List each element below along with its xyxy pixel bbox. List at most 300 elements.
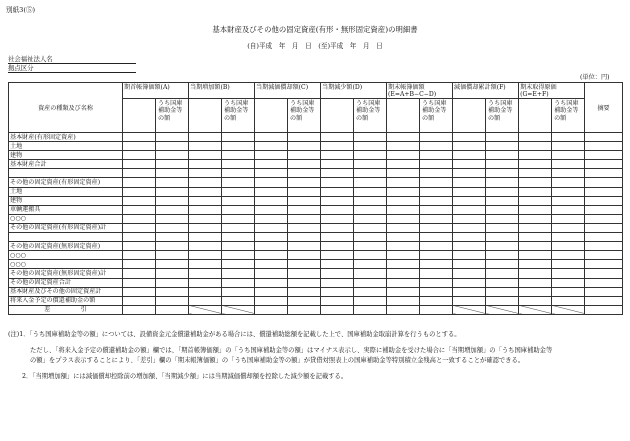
amount-cell[interactable] xyxy=(453,278,486,287)
amount-cell[interactable] xyxy=(354,223,387,232)
amount-cell[interactable] xyxy=(156,187,189,196)
amount-cell[interactable] xyxy=(255,151,288,160)
amount-cell[interactable] xyxy=(123,269,156,278)
amount-cell[interactable] xyxy=(585,169,623,178)
amount-cell[interactable] xyxy=(585,214,623,223)
amount-cell[interactable] xyxy=(321,214,354,223)
amount-cell[interactable] xyxy=(420,196,453,205)
amount-cell[interactable] xyxy=(123,133,156,142)
amount-cell[interactable] xyxy=(453,260,486,269)
amount-cell[interactable] xyxy=(519,142,552,151)
amount-cell[interactable] xyxy=(123,169,156,178)
amount-cell[interactable] xyxy=(321,142,354,151)
amount-cell[interactable] xyxy=(189,133,222,142)
amount-cell[interactable] xyxy=(189,196,222,205)
amount-cell[interactable] xyxy=(123,260,156,269)
amount-cell[interactable] xyxy=(123,233,156,242)
amount-cell[interactable] xyxy=(486,223,519,232)
amount-cell[interactable] xyxy=(354,260,387,269)
amount-cell[interactable] xyxy=(387,260,420,269)
amount-cell[interactable] xyxy=(321,196,354,205)
amount-cell[interactable] xyxy=(387,196,420,205)
amount-cell[interactable] xyxy=(156,296,189,305)
amount-cell[interactable] xyxy=(222,260,255,269)
amount-cell[interactable] xyxy=(420,214,453,223)
amount-cell[interactable] xyxy=(288,178,321,187)
amount-cell[interactable] xyxy=(420,151,453,160)
amount-cell[interactable] xyxy=(585,205,623,214)
amount-cell[interactable] xyxy=(222,296,255,305)
amount-cell[interactable] xyxy=(486,260,519,269)
amount-cell[interactable] xyxy=(387,278,420,287)
amount-cell[interactable] xyxy=(552,251,585,260)
amount-cell[interactable] xyxy=(552,296,585,305)
amount-cell[interactable] xyxy=(255,305,288,314)
amount-cell[interactable] xyxy=(354,233,387,242)
amount-cell[interactable] xyxy=(519,260,552,269)
amount-cell[interactable] xyxy=(156,223,189,232)
amount-cell[interactable] xyxy=(420,187,453,196)
amount-cell[interactable] xyxy=(486,196,519,205)
amount-cell[interactable] xyxy=(519,242,552,251)
amount-cell[interactable] xyxy=(552,287,585,296)
amount-cell[interactable] xyxy=(255,278,288,287)
amount-cell[interactable] xyxy=(255,233,288,242)
amount-cell[interactable] xyxy=(321,305,354,314)
amount-cell[interactable] xyxy=(255,296,288,305)
amount-cell[interactable] xyxy=(486,305,519,314)
amount-cell[interactable] xyxy=(354,142,387,151)
amount-cell[interactable] xyxy=(288,133,321,142)
amount-cell[interactable] xyxy=(354,214,387,223)
amount-cell[interactable] xyxy=(453,242,486,251)
amount-cell[interactable] xyxy=(255,169,288,178)
amount-cell[interactable] xyxy=(387,269,420,278)
amount-cell[interactable] xyxy=(354,160,387,169)
amount-cell[interactable] xyxy=(288,223,321,232)
amount-cell[interactable] xyxy=(321,296,354,305)
amount-cell[interactable] xyxy=(255,133,288,142)
amount-cell[interactable] xyxy=(585,187,623,196)
amount-cell[interactable] xyxy=(387,251,420,260)
amount-cell[interactable] xyxy=(222,305,255,314)
amount-cell[interactable] xyxy=(453,305,486,314)
amount-cell[interactable] xyxy=(585,196,623,205)
amount-cell[interactable] xyxy=(321,278,354,287)
amount-cell[interactable] xyxy=(123,214,156,223)
amount-cell[interactable] xyxy=(387,160,420,169)
amount-cell[interactable] xyxy=(255,260,288,269)
amount-cell[interactable] xyxy=(156,242,189,251)
amount-cell[interactable] xyxy=(552,233,585,242)
amount-cell[interactable] xyxy=(156,205,189,214)
amount-cell[interactable] xyxy=(156,269,189,278)
amount-cell[interactable] xyxy=(189,160,222,169)
amount-cell[interactable] xyxy=(255,223,288,232)
amount-cell[interactable] xyxy=(321,233,354,242)
amount-cell[interactable] xyxy=(189,269,222,278)
amount-cell[interactable] xyxy=(189,178,222,187)
amount-cell[interactable] xyxy=(585,160,623,169)
amount-cell[interactable] xyxy=(189,287,222,296)
amount-cell[interactable] xyxy=(420,296,453,305)
amount-cell[interactable] xyxy=(189,260,222,269)
amount-cell[interactable] xyxy=(189,151,222,160)
amount-cell[interactable] xyxy=(420,233,453,242)
amount-cell[interactable] xyxy=(453,296,486,305)
amount-cell[interactable] xyxy=(453,205,486,214)
amount-cell[interactable] xyxy=(354,269,387,278)
amount-cell[interactable] xyxy=(552,133,585,142)
amount-cell[interactable] xyxy=(486,160,519,169)
amount-cell[interactable] xyxy=(189,251,222,260)
amount-cell[interactable] xyxy=(222,233,255,242)
amount-cell[interactable] xyxy=(321,178,354,187)
amount-cell[interactable] xyxy=(288,187,321,196)
amount-cell[interactable] xyxy=(156,169,189,178)
amount-cell[interactable] xyxy=(552,178,585,187)
amount-cell[interactable] xyxy=(123,160,156,169)
amount-cell[interactable] xyxy=(585,133,623,142)
amount-cell[interactable] xyxy=(123,187,156,196)
amount-cell[interactable] xyxy=(354,242,387,251)
amount-cell[interactable] xyxy=(453,178,486,187)
amount-cell[interactable] xyxy=(321,169,354,178)
amount-cell[interactable] xyxy=(354,296,387,305)
amount-cell[interactable] xyxy=(585,233,623,242)
amount-cell[interactable] xyxy=(519,296,552,305)
amount-cell[interactable] xyxy=(123,251,156,260)
amount-cell[interactable] xyxy=(420,251,453,260)
amount-cell[interactable] xyxy=(519,151,552,160)
amount-cell[interactable] xyxy=(453,151,486,160)
amount-cell[interactable] xyxy=(189,242,222,251)
amount-cell[interactable] xyxy=(552,151,585,160)
amount-cell[interactable] xyxy=(156,305,189,314)
amount-cell[interactable] xyxy=(486,133,519,142)
amount-cell[interactable] xyxy=(552,278,585,287)
amount-cell[interactable] xyxy=(486,269,519,278)
amount-cell[interactable] xyxy=(288,269,321,278)
amount-cell[interactable] xyxy=(156,142,189,151)
amount-cell[interactable] xyxy=(288,233,321,242)
amount-cell[interactable] xyxy=(519,133,552,142)
amount-cell[interactable] xyxy=(222,151,255,160)
amount-cell[interactable] xyxy=(453,187,486,196)
amount-cell[interactable] xyxy=(288,214,321,223)
amount-cell[interactable] xyxy=(387,178,420,187)
amount-cell[interactable] xyxy=(156,196,189,205)
amount-cell[interactable] xyxy=(519,278,552,287)
amount-cell[interactable] xyxy=(255,196,288,205)
amount-cell[interactable] xyxy=(288,305,321,314)
amount-cell[interactable] xyxy=(189,205,222,214)
amount-cell[interactable] xyxy=(156,160,189,169)
amount-cell[interactable] xyxy=(420,260,453,269)
amount-cell[interactable] xyxy=(222,133,255,142)
amount-cell[interactable] xyxy=(222,142,255,151)
amount-cell[interactable] xyxy=(585,151,623,160)
amount-cell[interactable] xyxy=(519,251,552,260)
amount-cell[interactable] xyxy=(189,305,222,314)
amount-cell[interactable] xyxy=(222,242,255,251)
amount-cell[interactable] xyxy=(552,269,585,278)
amount-cell[interactable] xyxy=(453,287,486,296)
amount-cell[interactable] xyxy=(156,133,189,142)
amount-cell[interactable] xyxy=(585,251,623,260)
amount-cell[interactable] xyxy=(519,169,552,178)
amount-cell[interactable] xyxy=(585,223,623,232)
amount-cell[interactable] xyxy=(387,205,420,214)
amount-cell[interactable] xyxy=(519,214,552,223)
amount-cell[interactable] xyxy=(519,223,552,232)
amount-cell[interactable] xyxy=(387,296,420,305)
amount-cell[interactable] xyxy=(354,196,387,205)
amount-cell[interactable] xyxy=(420,223,453,232)
amount-cell[interactable] xyxy=(486,178,519,187)
amount-cell[interactable] xyxy=(222,169,255,178)
amount-cell[interactable] xyxy=(519,233,552,242)
amount-cell[interactable] xyxy=(354,251,387,260)
amount-cell[interactable] xyxy=(288,296,321,305)
amount-cell[interactable] xyxy=(519,178,552,187)
amount-cell[interactable] xyxy=(420,305,453,314)
amount-cell[interactable] xyxy=(585,142,623,151)
amount-cell[interactable] xyxy=(354,205,387,214)
amount-cell[interactable] xyxy=(288,205,321,214)
amount-cell[interactable] xyxy=(519,187,552,196)
amount-cell[interactable] xyxy=(585,278,623,287)
amount-cell[interactable] xyxy=(189,169,222,178)
amount-cell[interactable] xyxy=(486,233,519,242)
amount-cell[interactable] xyxy=(156,151,189,160)
amount-cell[interactable] xyxy=(222,187,255,196)
amount-cell[interactable] xyxy=(123,223,156,232)
amount-cell[interactable] xyxy=(354,278,387,287)
amount-cell[interactable] xyxy=(156,178,189,187)
amount-cell[interactable] xyxy=(156,233,189,242)
amount-cell[interactable] xyxy=(321,205,354,214)
amount-cell[interactable] xyxy=(387,233,420,242)
amount-cell[interactable] xyxy=(387,305,420,314)
amount-cell[interactable] xyxy=(123,142,156,151)
amount-cell[interactable] xyxy=(354,151,387,160)
amount-cell[interactable] xyxy=(156,278,189,287)
amount-cell[interactable] xyxy=(156,214,189,223)
amount-cell[interactable] xyxy=(519,196,552,205)
amount-cell[interactable] xyxy=(255,287,288,296)
amount-cell[interactable] xyxy=(552,169,585,178)
amount-cell[interactable] xyxy=(453,223,486,232)
amount-cell[interactable] xyxy=(552,260,585,269)
amount-cell[interactable] xyxy=(189,223,222,232)
amount-cell[interactable] xyxy=(585,305,623,314)
amount-cell[interactable] xyxy=(552,214,585,223)
amount-cell[interactable] xyxy=(387,214,420,223)
amount-cell[interactable] xyxy=(321,187,354,196)
amount-cell[interactable] xyxy=(354,133,387,142)
amount-cell[interactable] xyxy=(387,187,420,196)
amount-cell[interactable] xyxy=(486,251,519,260)
amount-cell[interactable] xyxy=(321,251,354,260)
amount-cell[interactable] xyxy=(486,278,519,287)
amount-cell[interactable] xyxy=(519,287,552,296)
amount-cell[interactable] xyxy=(255,187,288,196)
amount-cell[interactable] xyxy=(255,205,288,214)
amount-cell[interactable] xyxy=(222,223,255,232)
amount-cell[interactable] xyxy=(321,151,354,160)
amount-cell[interactable] xyxy=(486,214,519,223)
amount-cell[interactable] xyxy=(387,242,420,251)
amount-cell[interactable] xyxy=(288,287,321,296)
amount-cell[interactable] xyxy=(585,296,623,305)
amount-cell[interactable] xyxy=(420,169,453,178)
amount-cell[interactable] xyxy=(222,287,255,296)
amount-cell[interactable] xyxy=(222,205,255,214)
amount-cell[interactable] xyxy=(420,160,453,169)
amount-cell[interactable] xyxy=(453,196,486,205)
amount-cell[interactable] xyxy=(354,305,387,314)
amount-cell[interactable] xyxy=(321,160,354,169)
amount-cell[interactable] xyxy=(255,214,288,223)
amount-cell[interactable] xyxy=(255,142,288,151)
amount-cell[interactable] xyxy=(519,205,552,214)
amount-cell[interactable] xyxy=(288,196,321,205)
amount-cell[interactable] xyxy=(453,214,486,223)
amount-cell[interactable] xyxy=(453,169,486,178)
amount-cell[interactable] xyxy=(288,251,321,260)
amount-cell[interactable] xyxy=(156,251,189,260)
amount-cell[interactable] xyxy=(222,160,255,169)
amount-cell[interactable] xyxy=(552,205,585,214)
amount-cell[interactable] xyxy=(585,269,623,278)
amount-cell[interactable] xyxy=(552,187,585,196)
amount-cell[interactable] xyxy=(552,142,585,151)
amount-cell[interactable] xyxy=(321,269,354,278)
amount-cell[interactable] xyxy=(585,260,623,269)
amount-cell[interactable] xyxy=(123,196,156,205)
amount-cell[interactable] xyxy=(288,160,321,169)
amount-cell[interactable] xyxy=(123,242,156,251)
amount-cell[interactable] xyxy=(387,151,420,160)
amount-cell[interactable] xyxy=(387,133,420,142)
amount-cell[interactable] xyxy=(189,214,222,223)
amount-cell[interactable] xyxy=(387,223,420,232)
amount-cell[interactable] xyxy=(552,305,585,314)
amount-cell[interactable] xyxy=(486,296,519,305)
amount-cell[interactable] xyxy=(255,178,288,187)
amount-cell[interactable] xyxy=(486,242,519,251)
amount-cell[interactable] xyxy=(156,287,189,296)
amount-cell[interactable] xyxy=(222,214,255,223)
amount-cell[interactable] xyxy=(222,269,255,278)
amount-cell[interactable] xyxy=(321,133,354,142)
amount-cell[interactable] xyxy=(387,169,420,178)
amount-cell[interactable] xyxy=(552,196,585,205)
amount-cell[interactable] xyxy=(354,169,387,178)
amount-cell[interactable] xyxy=(255,242,288,251)
amount-cell[interactable] xyxy=(222,178,255,187)
amount-cell[interactable] xyxy=(288,278,321,287)
amount-cell[interactable] xyxy=(288,169,321,178)
amount-cell[interactable] xyxy=(453,133,486,142)
amount-cell[interactable] xyxy=(189,187,222,196)
amount-cell[interactable] xyxy=(486,151,519,160)
amount-cell[interactable] xyxy=(420,205,453,214)
amount-cell[interactable] xyxy=(123,205,156,214)
amount-cell[interactable] xyxy=(420,242,453,251)
amount-cell[interactable] xyxy=(288,142,321,151)
amount-cell[interactable] xyxy=(585,178,623,187)
amount-cell[interactable] xyxy=(354,187,387,196)
amount-cell[interactable] xyxy=(585,242,623,251)
amount-cell[interactable] xyxy=(189,142,222,151)
amount-cell[interactable] xyxy=(420,178,453,187)
amount-cell[interactable] xyxy=(453,251,486,260)
amount-cell[interactable] xyxy=(453,160,486,169)
amount-cell[interactable] xyxy=(123,178,156,187)
amount-cell[interactable] xyxy=(552,223,585,232)
amount-cell[interactable] xyxy=(255,160,288,169)
amount-cell[interactable] xyxy=(519,160,552,169)
amount-cell[interactable] xyxy=(123,305,156,314)
amount-cell[interactable] xyxy=(486,205,519,214)
amount-cell[interactable] xyxy=(453,233,486,242)
amount-cell[interactable] xyxy=(453,142,486,151)
amount-cell[interactable] xyxy=(519,269,552,278)
amount-cell[interactable] xyxy=(321,260,354,269)
amount-cell[interactable] xyxy=(123,151,156,160)
amount-cell[interactable] xyxy=(486,287,519,296)
amount-cell[interactable] xyxy=(519,305,552,314)
amount-cell[interactable] xyxy=(420,287,453,296)
amount-cell[interactable] xyxy=(255,269,288,278)
amount-cell[interactable] xyxy=(387,142,420,151)
amount-cell[interactable] xyxy=(486,187,519,196)
amount-cell[interactable] xyxy=(321,242,354,251)
amount-cell[interactable] xyxy=(189,278,222,287)
amount-cell[interactable] xyxy=(420,133,453,142)
amount-cell[interactable] xyxy=(222,196,255,205)
amount-cell[interactable] xyxy=(420,142,453,151)
amount-cell[interactable] xyxy=(255,251,288,260)
amount-cell[interactable] xyxy=(288,242,321,251)
amount-cell[interactable] xyxy=(585,287,623,296)
amount-cell[interactable] xyxy=(189,296,222,305)
amount-cell[interactable] xyxy=(552,160,585,169)
amount-cell[interactable] xyxy=(123,296,156,305)
amount-cell[interactable] xyxy=(387,287,420,296)
amount-cell[interactable] xyxy=(354,178,387,187)
amount-cell[interactable] xyxy=(288,260,321,269)
amount-cell[interactable] xyxy=(420,269,453,278)
amount-cell[interactable] xyxy=(222,278,255,287)
amount-cell[interactable] xyxy=(321,223,354,232)
amount-cell[interactable] xyxy=(222,251,255,260)
amount-cell[interactable] xyxy=(288,151,321,160)
amount-cell[interactable] xyxy=(453,269,486,278)
amount-cell[interactable] xyxy=(420,278,453,287)
amount-cell[interactable] xyxy=(552,242,585,251)
amount-cell[interactable] xyxy=(321,287,354,296)
amount-cell[interactable] xyxy=(123,278,156,287)
amount-cell[interactable] xyxy=(189,233,222,242)
amount-cell[interactable] xyxy=(354,287,387,296)
amount-cell[interactable] xyxy=(486,169,519,178)
amount-cell[interactable] xyxy=(486,142,519,151)
amount-cell[interactable] xyxy=(123,287,156,296)
amount-cell[interactable] xyxy=(156,260,189,269)
